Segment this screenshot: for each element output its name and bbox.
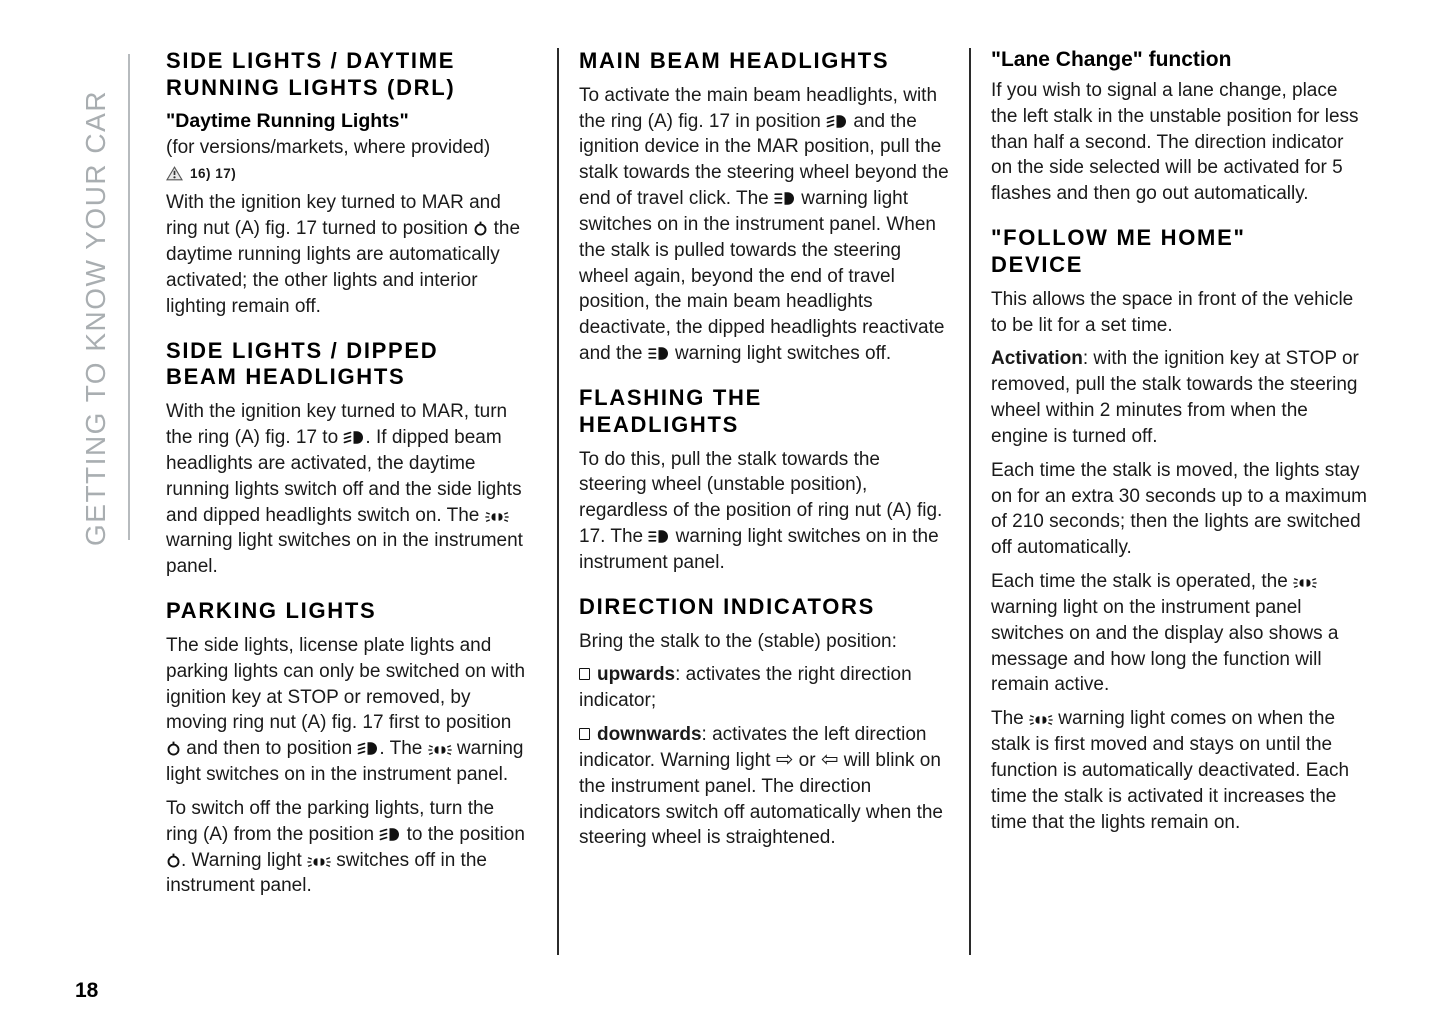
paragraph-lane-change: If you wish to signal a lane change, place the left stalk in the unstable position for less than half a second. The direction indicator on the side selected will be activated for 5 flashes and then go out automatically.	[991, 80, 1359, 205]
paragraph-fmh-warning-light	[991, 569, 1367, 698]
text-run: warning light switches on in the instrument panel. When the stalk is pulled towards the steering wheel again, beyond the end of travel position, the main beam headlights deactivate, the dipped headlights reactivate and the	[579, 188, 945, 365]
heading-follow-me-home: "FOLLOW ME HOME" DEVICE	[991, 225, 1246, 277]
text-run: warning light on the instrument panel switches on and the display also shows a message and how long the function will remain active.	[991, 596, 1339, 696]
dipped-beam-icon	[343, 430, 365, 445]
chapter-sidebar-label: GETTING TO KNOW YOUR CAR	[80, 89, 111, 546]
text-run: : activates the left direction indicator. Warning light	[579, 724, 927, 771]
main-beam-icon	[648, 346, 670, 361]
paragraph-fmh-activation	[991, 346, 1367, 449]
paragraph-fmh-deactivation	[991, 706, 1367, 835]
text-run: upwards	[597, 664, 676, 686]
warning-reference-line	[166, 166, 528, 181]
text-run: With the ignition key turned to MAR, turn the ring (A) fig. 17 to	[166, 401, 508, 449]
text-run: . The	[379, 738, 428, 760]
warning-triangle-icon	[166, 166, 183, 181]
text-run: : activates the right direction indicator;	[579, 664, 912, 712]
heading-parking-lights: PARKING LIGHTS	[166, 598, 377, 624]
dipped-beam-icon	[826, 114, 848, 129]
text-run: Activation	[991, 348, 1083, 370]
side-lights-icon	[485, 511, 509, 523]
paragraph-indicators-intro: Bring the stalk to the (stable) position:	[579, 630, 897, 652]
ring-position-off-icon	[166, 853, 181, 868]
text-run: warning light switches on in the instrument panel.	[166, 530, 523, 578]
bullet-upwards	[579, 662, 951, 714]
availability-note: (for versions/markets, where provided)	[166, 136, 491, 158]
paragraph-parking-off	[166, 796, 528, 899]
column-divider	[969, 48, 971, 955]
dipped-beam-icon	[379, 827, 401, 842]
text-run: . If dipped beam headlights are activated, the daytime running lights switch off and the side lights and dipped headlights switch on. The	[166, 427, 522, 526]
text-run: The side lights, license plate lights and parking lights can only be switched on with ignition key at STOP or removed, by moving ring nut (A) fig. 17 first to position	[166, 634, 526, 734]
text-run: To activate the main beam headlights, with the ring (A) fig. 17 in position	[579, 84, 938, 132]
text-run: To switch off the parking lights, turn the ring (A) from the position	[166, 797, 495, 845]
paragraph-flashing	[579, 447, 951, 576]
heading-side-lights-dipped: SIDE LIGHTS / DIPPED BEAM HEADLIGHTS	[166, 337, 439, 390]
text-run: warning light switches on in the instrument panel.	[166, 738, 524, 786]
paragraph-fmh-intro: This allows the space in front of the vehicle to be lit for a set time.	[991, 288, 1354, 336]
main-beam-icon	[774, 191, 796, 206]
ring-position-off-icon	[166, 741, 181, 756]
text-run: or	[793, 749, 821, 771]
text-run: and then to position	[181, 738, 358, 760]
bullet-downwards	[579, 722, 951, 851]
page-number: 18	[75, 979, 99, 1002]
main-beam-icon	[648, 529, 670, 544]
heading-lane-change: "Lane Change" function	[991, 48, 1232, 71]
text-run: switches off in the instrument panel.	[166, 849, 487, 897]
bullet-square-icon	[579, 668, 590, 680]
heading-main-beam: MAIN BEAM HEADLIGHTS	[579, 48, 890, 73]
dipped-beam-icon	[357, 741, 379, 756]
bullet-square-icon	[579, 728, 590, 740]
text-run: To do this, pull the stalk towards the steering wheel (unstable position), regardless of the position of ring nut (A) fig. 17. The	[579, 448, 943, 548]
left-arrow-indicator-icon: ⇦	[820, 747, 839, 771]
side-lights-icon	[428, 744, 452, 756]
text-run: . Warning light	[181, 849, 308, 871]
column-main-beam	[579, 48, 951, 854]
side-lights-icon	[307, 856, 331, 868]
text-run: Each time the stalk is operated, the	[991, 571, 1294, 593]
heading-flashing-headlights: FLASHING THE HEADLIGHTS	[579, 384, 762, 437]
ring-position-off-icon	[473, 221, 488, 236]
column-divider	[557, 48, 559, 955]
side-lights-icon	[1293, 577, 1317, 589]
paragraph-drl	[166, 190, 528, 319]
side-lights-icon	[1029, 714, 1053, 726]
text-run: downwards	[597, 724, 702, 746]
text-run: : with the ignition key at STOP or removed, pull the stalk towards the steering wheel within 2 minutes from when the engine is turned off.	[991, 348, 1359, 447]
text-run: and the ignition device in the MAR position, pull the stalk towards the steering wheel beyond the end of travel click. The	[579, 110, 949, 210]
text-run: warning light switches off.	[669, 343, 892, 365]
column-side-lights	[166, 48, 528, 902]
text-run: warning light comes on when the stalk is first moved and stays on until the function is automatically deactivated. Each time the stalk is activated it increases the time that the lights remain on.	[991, 708, 1350, 833]
text-run: warning light switches on in the instrument panel.	[579, 526, 939, 573]
subheading-daytime-running-lights: "Daytime Running Lights"	[166, 109, 409, 132]
text-run: will blink on the instrument panel. The direction indicators switch off automatically when the steering wheel is straightened.	[579, 749, 943, 849]
sidebar-rule	[128, 54, 130, 540]
text-run: The	[991, 708, 1030, 730]
heading-side-lights-drl: SIDE LIGHTS / DAYTIME RUNNING LIGHTS (DRL)	[166, 48, 456, 100]
column-lane-change	[991, 48, 1367, 838]
paragraph-main-beam	[579, 83, 951, 367]
paragraph-parking-on	[166, 633, 528, 788]
text-run: the daytime running lights are automatically activated; the other lights and interior lighting remain off.	[166, 218, 521, 317]
reference-numbers: 16) 17)	[190, 166, 237, 182]
paragraph-fmh-timing: Each time the stalk is moved, the lights stay on for an extra 30 seconds up to a maximum of 210 seconds; then the lights are switched off automatically.	[991, 459, 1367, 559]
text-run: to the position	[401, 823, 525, 845]
text-run: With the ignition key turned to MAR and ring nut (A) fig. 17 turned to position	[166, 192, 501, 240]
paragraph-dipped	[166, 399, 528, 580]
heading-direction-indicators: DIRECTION INDICATORS	[579, 593, 875, 619]
right-arrow-indicator-icon: ⇨	[775, 747, 794, 771]
